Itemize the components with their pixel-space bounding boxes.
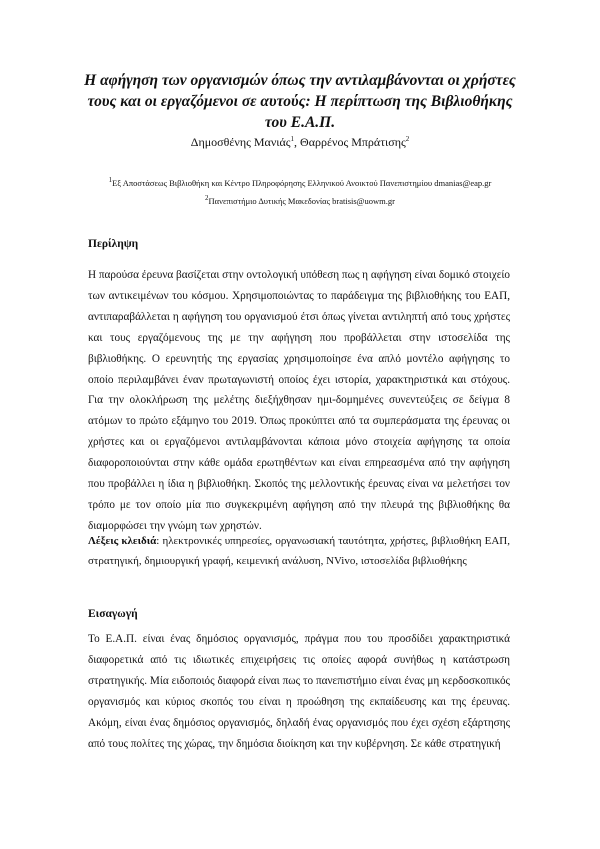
introduction-text: Το Ε.Α.Π. είναι ένας δημόσιος οργανισμός, πράγμα που του προσδίδει χαρακτηριστικά διαφορετικά από τις ιδιωτικές επιχειρήσεις τις οποίες αφορά συνήθως η κατάστρωση στρατηγικής. Μία ειδοποιός διαφορά είναι πως το πανεπιστήμιο είναι ένας μη κερδοσκοπικός οργανισμός και κύριος σκοπός του είναι η προώθηση της εκπαίδευσης και της έρευνας. Ακόμη, είναι ένας δημόσιος οργανισμός, δηλαδή ένας οργανισμός που έχει σχέση εξάρτησης από τους πολίτες της χώρας, την δημόσια διοίκηση και την κυβέρνηση. Σε κάθε στρατηγική xyxy=(88,633,510,750)
author-affiliation-mark: 1 xyxy=(290,135,295,143)
affiliation-mark: 2 xyxy=(205,194,209,203)
keywords xyxy=(88,531,510,571)
author-list xyxy=(80,134,520,150)
author-separator: , xyxy=(294,135,301,149)
keywords-label: Λέξεις κλειδιά xyxy=(88,535,157,547)
author-name: Θαρρένος Μπράτισης xyxy=(300,135,406,149)
paper-title: Η αφήγηση των οργανισμών όπως την αντιλαμβάνονται οι χρήστες τους και οι εργαζόμενοι σε αυτούς: Η περίπτωση της Βιβλιοθήκης του Ε.Α.Π. xyxy=(84,72,516,131)
abstract-text: Η παρούσα έρευνα βασίζεται στην οντολογική υπόθεση πως η αφήγηση είναι δομικό στοιχείο των αντικειμένων του κόσμου. Χρησιμοποιώντας το παράδειγμα της βιβλιοθήκης του ΕΑΠ, αντιπαραβάλλεται η αφήγηση του οργανισμού έτσι όπως γίνεται αντιληπτή από τους χρήστες και τους εργαζόμενους της με την αφήγηση που προβάλλεται στην ιστοσελίδα της βιβλιοθήκης. Ο ερευνητής της εργασίας χρησιμοποίησε ένα απλό μοντέλο αφήγησης το οποίο περιλαμβάνει έναν πρωταγωνιστή οποίος έχει ιστορία, χαρακτηριστικά και στόχους. Για την ολοκλήρωση της μελέτης διεξήχθησαν ημι-δομημένες συνεντεύξεις σε δείγμα 8 ατόμων το πρώτο εξάμηνο του 2019. Όπως προκύπτει από τα συμπεράσματα της έρευνας οι χρήστες και οι εργαζόμενοι αντιλαμβάνονται κάποια μόνο στοιχεία αφήγησης τα οποία διαφοροποιούνται στην κάθε ομάδα ερωτηθέντων και είναι επηρεασμένα από την αφήγηση που προβάλλει η ίδια η βιβλιοθήκη. Σκοπός της μελλοντικής έρευνας είναι να μελετήσει τον τρόπο με τον οποίο μία πιο συγκεκριμένη αφήγηση από την πλευρά της βιβλιοθήκης θα διαμορφώσει την γνώμη των χρηστών. xyxy=(88,269,510,532)
keywords-text: : ηλεκτρονικές υπηρεσίες, οργανωσιακή ταυτότητα, χρήστες, βιβλιοθήκη ΕΑΠ, στρατηγική, δημιουργική γραφή, κειμενική ανάλυση, NVivo, ιστοσελίδα βιβλιοθήκης xyxy=(88,535,510,567)
author-affiliation-mark: 2 xyxy=(405,135,410,143)
affiliation-mark: 1 xyxy=(108,176,113,185)
affiliation xyxy=(60,178,540,189)
affiliation-text: Εξ Αποστάσεως Βιβλιοθήκη και Κέντρο Πληροφόρησης Ελληνικού Ανοικτού Πανεπιστημίου dmanias@eap.gr xyxy=(112,178,492,188)
author-name: Δημοσθένης Μανιάς xyxy=(190,135,291,149)
introduction-heading: Εισαγωγή xyxy=(88,608,138,620)
abstract-heading: Περίληψη xyxy=(88,238,139,250)
affiliation-text: Πανεπιστήμιο Δυτικής Μακεδονίας bratisis@uowm.gr xyxy=(208,196,395,206)
affiliation xyxy=(60,196,540,207)
